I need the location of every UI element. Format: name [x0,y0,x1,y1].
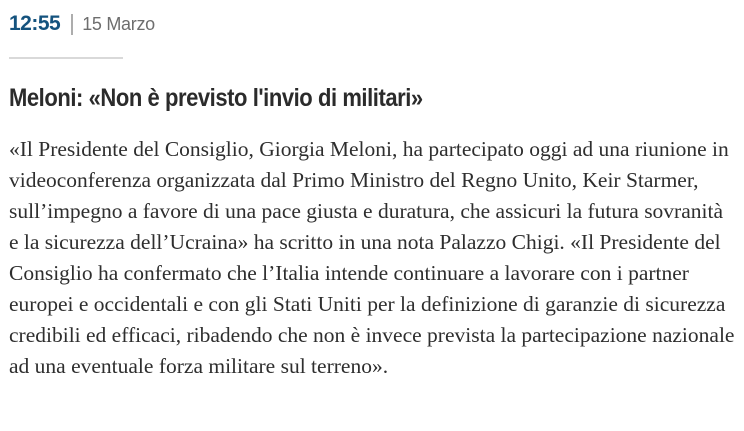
entry-date: 15 Marzo [82,13,155,34]
entry-divider-line [9,57,123,59]
entry-meta [9,12,736,36]
entry-timestamp: 12:55 [9,12,61,35]
vertical-separator [71,14,73,35]
entry-headline: Meloni: «Non è previsto l'invio di militari» [9,84,423,112]
entry-body-text: «Il Presidente del Consiglio, Giorgia Meloni, ha partecipato oggi ad una riunione in videoconferenza organizzata dal Primo Ministro del Regno Unito, Keir Starmer, sull’impegno a favore di una pace giusta e duratura, che assicuri la futura sovranità e la sicurezza dell’Ucraina» ha scritto in una nota Palazzo Chigi. «Il Presidente del Consiglio ha confermato che l’Italia intende continuare a lavorare con i partner europei e occidentali e con gli Stati Uniti per la definizione di garanzie di sicurezza credibili ed efficaci, ribadendo che non è invece prevista la partecipazione nazionale ad una eventuale forza militare sul terreno». [9,137,735,378]
